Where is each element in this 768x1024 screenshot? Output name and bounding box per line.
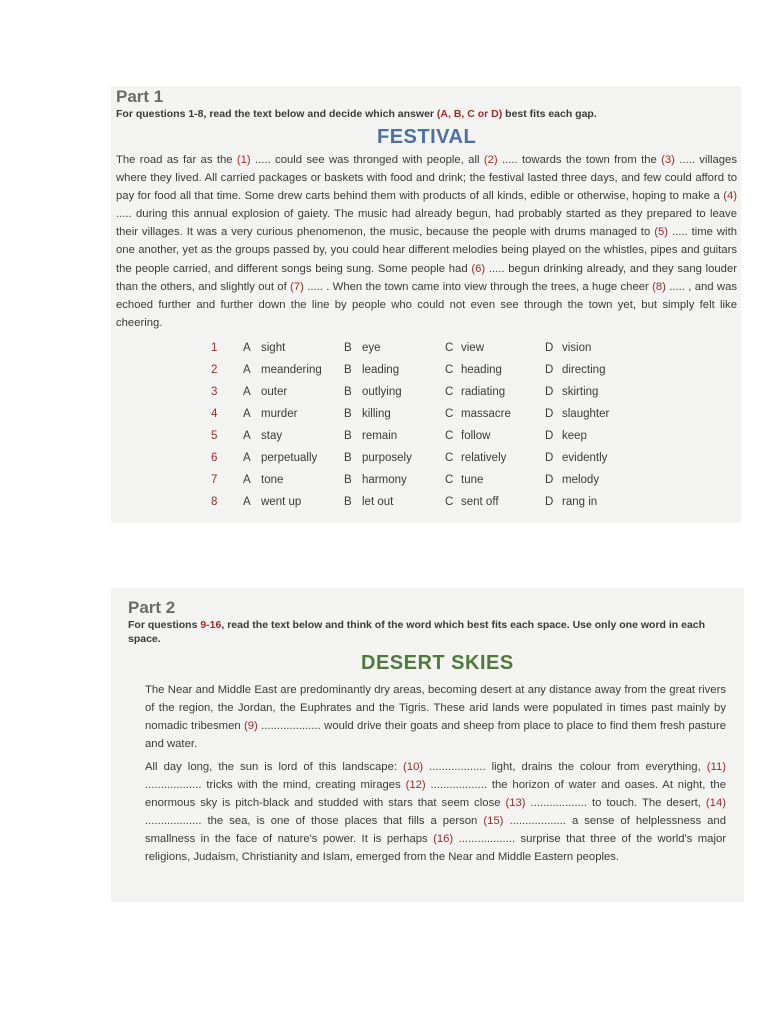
option-b: outlying <box>362 386 402 398</box>
text-run: .................. surprise that three of the world's major religions, Judaism, Christianity and Islam, emerged from the Near and Middle Eastern peoples. <box>145 833 726 864</box>
option-b: eye <box>362 342 381 354</box>
festival-heading: FESTIVAL <box>377 126 477 148</box>
gap-number: (4) <box>723 190 737 203</box>
part2-instruction <box>128 618 740 646</box>
option-letter: A <box>243 342 251 354</box>
option-letter: C <box>445 452 454 464</box>
option-row <box>211 386 711 408</box>
option-a: outer <box>261 386 288 398</box>
text-run: All day long, the sun is lord of this landscape: <box>145 761 404 773</box>
option-c: view <box>461 342 485 354</box>
option-b: harmony <box>362 474 407 486</box>
text-run: .................. tricks with the mind, creating mirages <box>145 779 406 792</box>
option-d: vision <box>562 342 592 354</box>
option-b: purposely <box>362 452 412 464</box>
option-b: killing <box>362 408 391 420</box>
option-letter: A <box>243 364 251 376</box>
option-letter: A <box>243 496 251 508</box>
festival-text <box>116 151 737 332</box>
option-b: let out <box>362 496 394 508</box>
gap-number: (12) <box>405 779 426 792</box>
option-letter: A <box>243 408 251 420</box>
option-c: tune <box>461 474 484 486</box>
option-c: follow <box>461 430 491 442</box>
option-row <box>211 452 711 474</box>
gap-number: (1) <box>236 154 251 166</box>
option-d: keep <box>562 430 587 442</box>
text-run: ..... . When the town came into view through the trees, a huge cheer <box>303 280 653 293</box>
option-letter: B <box>344 408 352 420</box>
option-letter: B <box>344 496 352 508</box>
option-letter: A <box>243 386 251 398</box>
option-letter: D <box>545 430 554 442</box>
option-c: massacre <box>461 408 511 420</box>
option-d: evidently <box>562 452 608 464</box>
option-letter: D <box>545 386 554 398</box>
question-number: 7 <box>211 474 218 486</box>
option-letter: A <box>243 430 251 442</box>
option-letter: B <box>344 386 352 398</box>
option-letter: A <box>243 452 251 464</box>
option-a: perpetually <box>261 452 318 464</box>
question-number: 1 <box>211 342 218 354</box>
gap-number: (15) <box>483 815 504 828</box>
option-d: slaughter <box>562 408 610 420</box>
part2-instruction-range: 9-16 <box>200 619 222 631</box>
option-letter: C <box>445 342 454 354</box>
text-run: ..... during this annual explosion of gaiety. The music had already begun, had probably started as they prepared to leave their villages. It was a very curious phenomenon, the music, because the people with drums managed to <box>116 208 737 239</box>
gap-number: (9) <box>244 720 258 733</box>
option-letter: C <box>445 386 454 398</box>
text-run: ..... could see was thronged with people, all <box>250 154 484 166</box>
option-d: melody <box>562 474 600 486</box>
text-run: ..... , and was echoed further and further down the line by people who could not even see through the town yet, but simply felt like cheering. <box>116 280 738 329</box>
option-letter: C <box>445 496 454 508</box>
option-row <box>211 496 711 518</box>
option-letter: D <box>545 408 554 420</box>
gap-number: (2) <box>483 154 498 166</box>
option-row <box>211 364 711 386</box>
part1-panel <box>111 86 741 523</box>
option-row <box>211 342 711 364</box>
gap-number: (3) <box>661 154 675 166</box>
option-letter: C <box>445 474 454 486</box>
part1-instruction-options: (A, B, C or D) <box>436 108 503 120</box>
option-letter: B <box>344 452 352 464</box>
answer-options <box>211 342 711 518</box>
text-run: .................. light, drains the colour from everything, <box>423 761 707 773</box>
option-a: stay <box>261 430 283 442</box>
option-letter: C <box>445 364 454 376</box>
option-a: went up <box>261 496 302 508</box>
text-run: .................. a sense of helplessness and smallness in the face of nature's power. It is perhaps <box>145 815 727 846</box>
option-letter: D <box>545 452 554 464</box>
text-run: ..... time with one another, yet as the groups passed by, you could hear different melodies being played on the whistles, pipes and guitars the people carried, and different songs being sung. Some people had <box>116 226 737 275</box>
text-run: ..... begun drinking already, and they sang louder than the others, and slightly out of <box>116 262 737 293</box>
option-a: tone <box>261 474 284 486</box>
option-letter: D <box>545 474 554 486</box>
part2-panel <box>111 588 744 902</box>
option-b: leading <box>362 364 400 376</box>
text-run: The road as far as the <box>116 154 237 166</box>
option-letter: B <box>344 342 352 354</box>
part2-instruction-text: For questions <box>128 619 201 631</box>
option-d: rang in <box>562 496 598 508</box>
text-run: .................. the sea, is one of those places that fills a person <box>145 815 484 828</box>
desert-skies-heading: DESERT SKIES <box>361 652 514 674</box>
option-a: sight <box>261 342 286 354</box>
gap-number: (11) <box>706 761 727 773</box>
option-row <box>211 430 711 452</box>
text-run: .................. the horizon of water and oases. At night, the enormous sky is pitch-black and studded with stars that seem close <box>145 779 726 810</box>
part2-title: Part 2 <box>128 598 176 617</box>
option-a: murder <box>261 408 298 420</box>
gap-number: (8) <box>652 280 666 293</box>
gap-number: (5) <box>654 226 668 239</box>
option-letter: C <box>445 430 454 442</box>
gap-number: (14) <box>705 797 726 810</box>
text-run: ................... would drive their goats and sheep from place to place to find them fresh pasture and water. <box>145 720 726 751</box>
option-c: radiating <box>461 386 506 398</box>
option-letter: B <box>344 430 352 442</box>
part1-instruction-end: best fits each gap. <box>502 108 597 120</box>
question-number: 6 <box>211 452 218 464</box>
desert-paragraph-1 <box>145 681 726 753</box>
option-d: directing <box>562 364 606 376</box>
option-d: skirting <box>562 386 599 398</box>
option-letter: D <box>545 496 554 508</box>
option-row <box>211 474 711 496</box>
option-letter: C <box>445 408 454 420</box>
part1-instruction-text: For questions 1-8, read the text below and decide which answer <box>116 108 437 120</box>
option-letter: B <box>344 364 352 376</box>
option-row <box>211 408 711 430</box>
gap-number: (7) <box>290 280 304 293</box>
option-letter: D <box>545 364 554 376</box>
option-letter: B <box>344 474 352 486</box>
option-c: heading <box>461 364 502 376</box>
option-a: meandering <box>261 364 322 376</box>
question-number: 2 <box>211 364 218 376</box>
question-number: 3 <box>211 386 218 398</box>
option-letter: D <box>545 342 554 354</box>
option-letter: A <box>243 474 251 486</box>
part2-instruction-end: , read the text below and think of the word which best fits each space. Use only one word in each space. <box>128 619 706 645</box>
text-run: The Near and Middle East are predominantly dry areas, becoming desert at any distance away from the great rivers of the region, the Jordan, the Euphrates and the Tigris. These arid lands were populated in times past mainly by nomadic tribesmen <box>145 684 726 733</box>
part1-title: Part 1 <box>116 87 164 106</box>
option-c: sent off <box>461 496 499 508</box>
text-run: ..... towards the town from the <box>497 154 662 166</box>
text-run: .................. to touch. The desert, <box>525 797 706 810</box>
option-c: relatively <box>461 452 507 464</box>
question-number: 8 <box>211 496 218 508</box>
desert-paragraph-2 <box>145 758 726 867</box>
gap-number: (10) <box>403 761 424 773</box>
gap-number: (16) <box>433 833 454 846</box>
question-number: 5 <box>211 430 218 442</box>
part1-instruction <box>116 107 736 121</box>
gap-number: (13) <box>505 797 526 810</box>
text-run: ..... villages where they lived. All carried packages or baskets with food and drink; the festival lasted three days, and few could afford to pay for food all that time. Some drew carts behind them with products of all kinds, edible or otherwise, hoping to make a <box>116 154 737 203</box>
option-b: remain <box>362 430 398 442</box>
gap-number: (6) <box>471 262 486 275</box>
question-number: 4 <box>211 408 218 420</box>
